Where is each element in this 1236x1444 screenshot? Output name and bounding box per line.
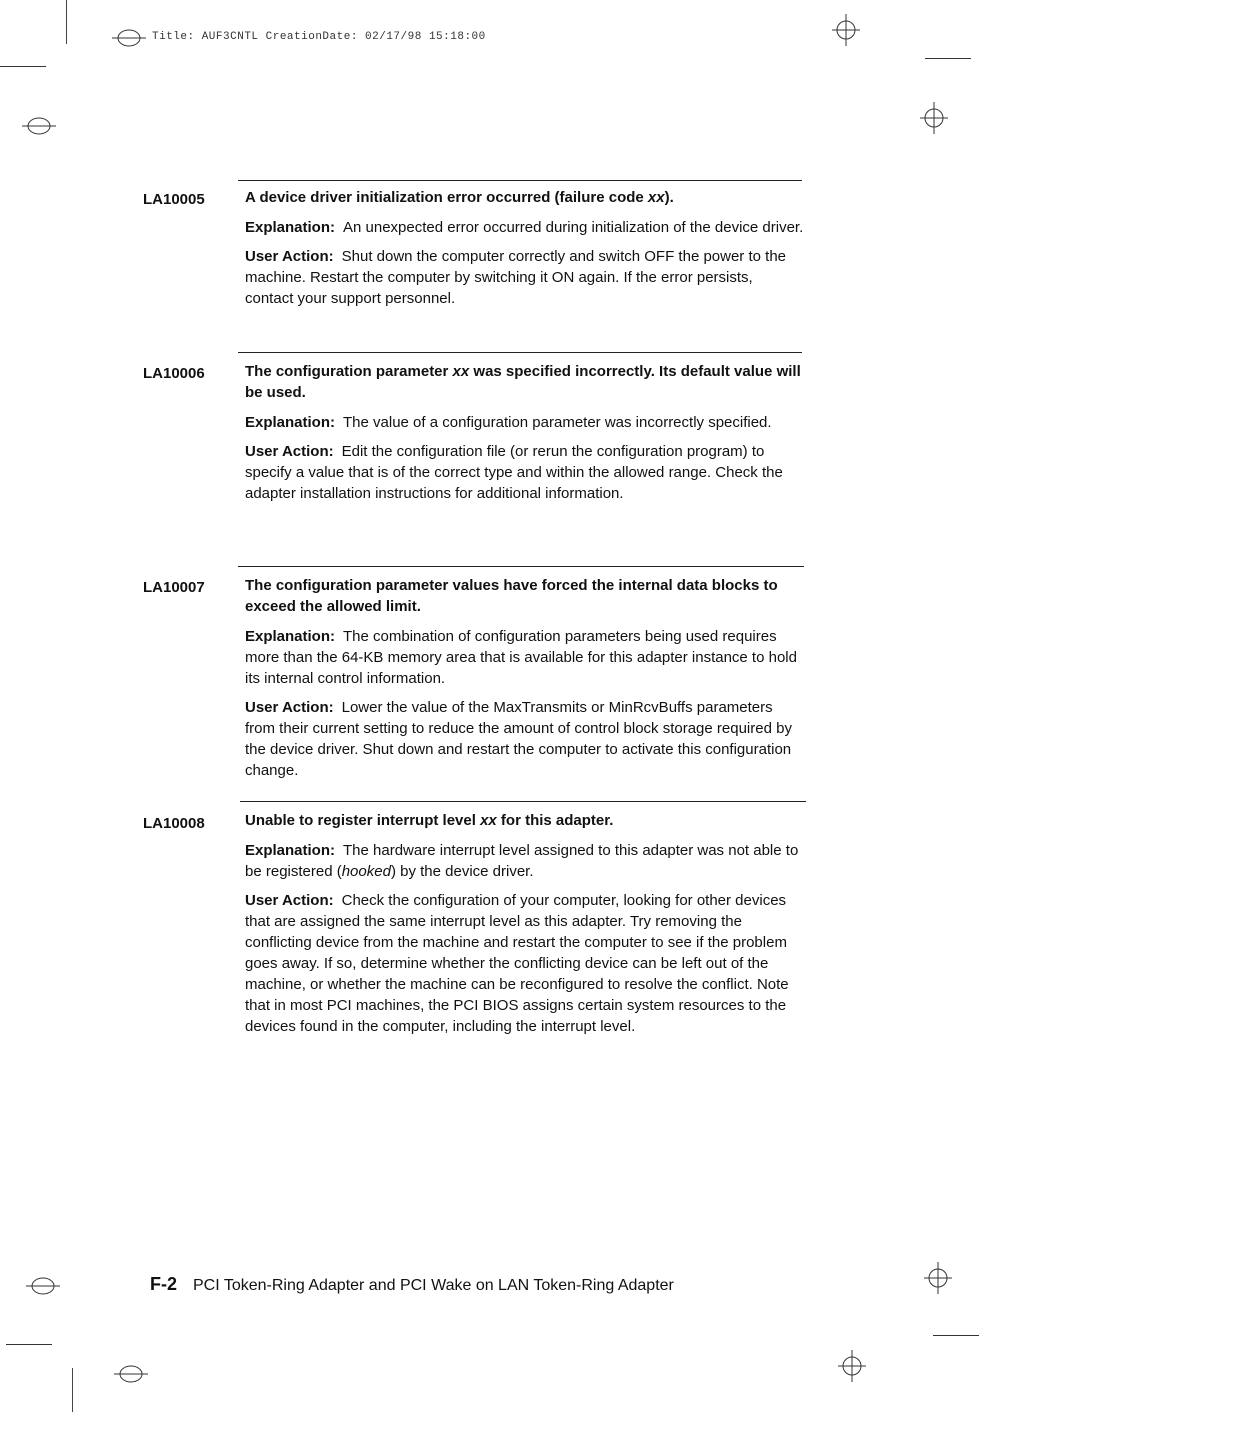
page-number: F-2 — [150, 1274, 177, 1294]
message-title: The configuration parameter xx was specified incorrectly. Its default value will be used. — [245, 363, 801, 401]
book-title: PCI Token-Ring Adapter and PCI Wake on LAN Token-Ring Adapter — [193, 1277, 674, 1294]
explanation-paragraph: Explanation: The value of a configuration parameter was incorrectly specified. — [245, 414, 772, 431]
user-action-paragraph: User Action: Edit the configuration file (or rerun the configuration program) to specify a value that is of the correct type and within the allowed range. Check the adapter installation instructions for additional information. — [245, 443, 783, 502]
message-entry — [245, 575, 805, 789]
page-header-info: Title: AUF3CNTL CreationDate: 02/17/98 15:18:00 — [152, 31, 486, 43]
crop-mark — [72, 1368, 73, 1412]
crop-mark — [933, 1335, 979, 1336]
message-entry — [245, 810, 805, 1045]
crosshair-mark-icon — [836, 1350, 868, 1382]
crosshair-mark-icon — [918, 102, 950, 134]
message-id: LA10008 — [143, 815, 205, 832]
registration-mark-icon — [114, 1362, 148, 1386]
message-id: LA10006 — [143, 365, 205, 382]
message-title: A device driver initialization error occurred (failure code xx). — [245, 189, 674, 206]
section-divider — [238, 180, 802, 181]
crop-mark — [0, 66, 46, 67]
section-divider — [238, 566, 804, 567]
user-action-paragraph: User Action: Lower the value of the MaxTransmits or MinRcvBuffs parameters from their current setting to reduce the amount of control block storage required by the device driver. Shut down and restart the computer to activate this configuration change. — [245, 699, 792, 779]
message-entry — [245, 187, 805, 317]
crop-mark — [6, 1344, 52, 1345]
registration-mark-icon — [26, 1274, 60, 1298]
crop-mark — [925, 58, 971, 59]
registration-mark-icon — [22, 114, 56, 138]
user-action-paragraph: User Action: Check the configuration of your computer, looking for other devices that are assigned the same interrupt level as this adapter. Try removing the conflicting device from the machine and restart the computer to see if the problem goes away. If so, determine whether the conflicting device can be left out of the machine, or whether the machine can be reconfigured to resolve the conflict. Note that in most PCI machines, the PCI BIOS assigns certain system resources to the devices found in the computer, including the interrupt level. — [245, 892, 789, 1035]
crop-mark — [66, 0, 67, 44]
message-title: Unable to register interrupt level xx for this adapter. — [245, 812, 614, 829]
explanation-paragraph: Explanation: The hardware interrupt level assigned to this adapter was not able to be registered (hooked) by the device driver. — [245, 842, 799, 880]
message-title: The configuration parameter values have forced the internal data blocks to exceed the allowed limit. — [245, 577, 778, 615]
message-entry — [245, 361, 805, 512]
message-id: LA10005 — [143, 191, 205, 208]
page-footer — [150, 1274, 674, 1295]
user-action-paragraph: User Action: Shut down the computer correctly and switch OFF the power to the machine. Restart the computer by switching it ON again. If the error persists, contact your support personnel. — [245, 248, 786, 307]
registration-mark-icon — [112, 26, 146, 50]
section-divider — [240, 801, 806, 802]
message-id: LA10007 — [143, 579, 205, 596]
explanation-paragraph: Explanation: An unexpected error occurred during initialization of the device driver. — [245, 219, 804, 236]
crosshair-mark-icon — [922, 1262, 954, 1294]
section-divider — [238, 352, 802, 353]
explanation-paragraph: Explanation: The combination of configuration parameters being used requires more than the 64-KB memory area that is available for this adapter instance to hold its internal control information. — [245, 628, 797, 687]
crosshair-mark-icon — [830, 14, 862, 46]
